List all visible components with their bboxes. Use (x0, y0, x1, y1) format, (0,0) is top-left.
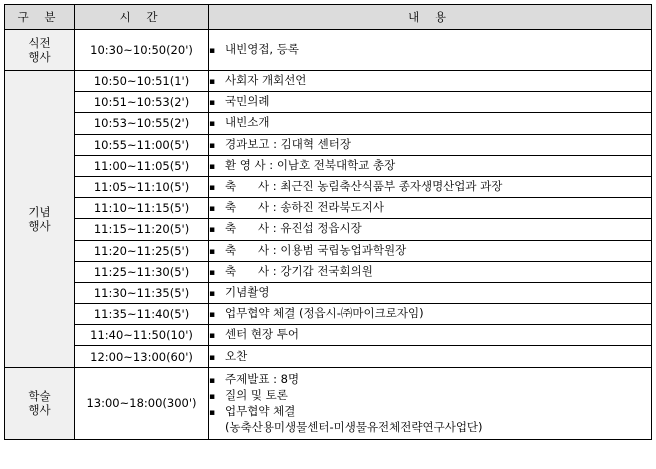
content-cell (209, 30, 652, 71)
time-cell: 11:10~11:15(5') (75, 198, 209, 219)
content-text: 경과보고 : 김대혁 센터장 (225, 136, 351, 151)
bullet-icon: ▪ (209, 392, 216, 403)
time-cell: 11:40~11:50(10') (75, 325, 209, 346)
content-text: 기념촬영 (225, 284, 270, 299)
bullet-icon: ▪ (209, 408, 216, 419)
content-cell (209, 71, 652, 92)
content-text: 내빈소개 (225, 115, 270, 130)
content-item (209, 388, 651, 404)
bullet-icon: ▪ (209, 98, 216, 109)
content-text: 업무협약 체결 (225, 404, 296, 419)
content-text: 사회자 개회선언 (225, 73, 307, 88)
time-cell: 11:20~11:25(5') (75, 240, 209, 261)
content-item (209, 158, 651, 174)
content-text: 국민의례 (225, 94, 270, 109)
content-item (209, 264, 651, 280)
time-cell: 10:53~10:55(2') (75, 113, 209, 134)
table-row (5, 219, 652, 240)
content-item (209, 42, 651, 58)
content-cell (209, 367, 652, 439)
table-row (5, 198, 652, 219)
bullet-icon: ▪ (209, 46, 216, 56)
table-row (5, 304, 652, 325)
content-item (209, 94, 651, 110)
table-row (5, 261, 652, 282)
content-item (209, 73, 651, 89)
table-row (5, 113, 652, 134)
bullet-icon: ▪ (209, 140, 216, 151)
content-cell (209, 155, 652, 176)
content-item (209, 404, 651, 420)
content-text: 축 사 : 최근진 농림축산식품부 종자생명산업과 과장 (225, 179, 503, 194)
table-row (5, 282, 652, 303)
time-cell: 11:00~11:05(5') (75, 155, 209, 176)
content-cell (209, 219, 652, 240)
content-cell (209, 282, 652, 303)
content-cell (209, 261, 652, 282)
bullet-icon: ▪ (209, 267, 216, 278)
category-cell: 기념 행사 (5, 71, 75, 368)
table-row (5, 240, 652, 261)
table-row (5, 71, 652, 92)
header-content: 내 용 (209, 5, 652, 30)
content-text: 주제발표 : 8명 (225, 372, 300, 387)
bullet-icon: ▪ (209, 246, 216, 257)
time-cell: 13:00~18:00(300') (75, 367, 209, 439)
content-item (209, 327, 651, 343)
bullet-icon: ▪ (209, 376, 216, 387)
content-text: 축 사 : 이용범 국립농업과학원장 (225, 242, 407, 257)
time-cell: 11:05~11:10(5') (75, 176, 209, 197)
table-row (5, 176, 652, 197)
time-cell: 10:51~10:53(2') (75, 92, 209, 113)
table-row (5, 155, 652, 176)
category-cell: 식전 행사 (5, 30, 75, 71)
table-row (5, 346, 652, 367)
content-text: 축 사 : 송하진 전라북도지사 (225, 200, 384, 215)
header-row (5, 5, 652, 30)
bullet-icon: ▪ (209, 225, 216, 236)
content-cell (209, 92, 652, 113)
time-cell: 10:30~10:50(20') (75, 30, 209, 71)
table-row (5, 134, 652, 155)
content-text: 축 사 : 유진섭 정읍시장 (225, 221, 362, 236)
content-item (209, 137, 651, 153)
content-text: 환 영 사 : 이남호 전북대학교 총장 (225, 157, 396, 172)
content-cell (209, 304, 652, 325)
time-cell: 10:50~10:51(1') (75, 71, 209, 92)
time-cell: 11:30~11:35(5') (75, 282, 209, 303)
bullet-icon: ▪ (209, 161, 216, 172)
content-text: 센터 현장 투어 (225, 327, 299, 342)
content-item (209, 306, 651, 322)
schedule-body (5, 30, 652, 440)
table-row (5, 30, 652, 71)
time-cell: 11:15~11:20(5') (75, 219, 209, 240)
content-cell (209, 113, 652, 134)
bullet-icon: ▪ (209, 331, 216, 342)
bullet-icon: ▪ (209, 352, 216, 363)
header-category: 구 분 (5, 5, 75, 30)
content-cell (209, 198, 652, 219)
content-text: 오찬 (225, 348, 248, 363)
content-item (209, 243, 651, 259)
content-continuation: (농축산용미생물센터-미생물유전체전략연구사업단) (225, 420, 483, 435)
content-item (209, 285, 651, 301)
content-item (209, 349, 651, 365)
content-item (209, 179, 651, 195)
content-cell (209, 346, 652, 367)
bullet-icon: ▪ (209, 288, 216, 299)
bullet-icon: ▪ (209, 204, 216, 215)
content-item (209, 200, 651, 216)
content-cell (209, 240, 652, 261)
table-row (5, 325, 652, 346)
time-cell: 12:00~13:00(60') (75, 346, 209, 367)
content-item (209, 372, 651, 388)
category-cell: 학술 행사 (5, 367, 75, 439)
bullet-icon: ▪ (209, 119, 216, 130)
content-item (209, 115, 651, 131)
bullet-icon: ▪ (209, 310, 216, 321)
content-cell (209, 134, 652, 155)
content-text: 업무협약 체결 (정읍시-㈜마이크로자임) (225, 306, 424, 321)
time-cell: 10:55~11:00(5') (75, 134, 209, 155)
content-item (209, 221, 651, 237)
bullet-icon: ▪ (209, 183, 216, 194)
content-cell (209, 176, 652, 197)
bullet-icon: ▪ (209, 77, 216, 88)
time-cell: 11:35~11:40(5') (75, 304, 209, 325)
content-cell (209, 325, 652, 346)
content-text: 축 사 : 강기갑 전국회의원 (225, 263, 373, 278)
table-row (5, 367, 652, 439)
header-time: 시 간 (75, 5, 209, 30)
content-text: 질의 및 토론 (225, 388, 288, 403)
schedule-table (4, 4, 652, 440)
time-cell: 11:25~11:30(5') (75, 261, 209, 282)
content-text: 내빈영접, 등록 (225, 42, 299, 56)
table-row (5, 92, 652, 113)
